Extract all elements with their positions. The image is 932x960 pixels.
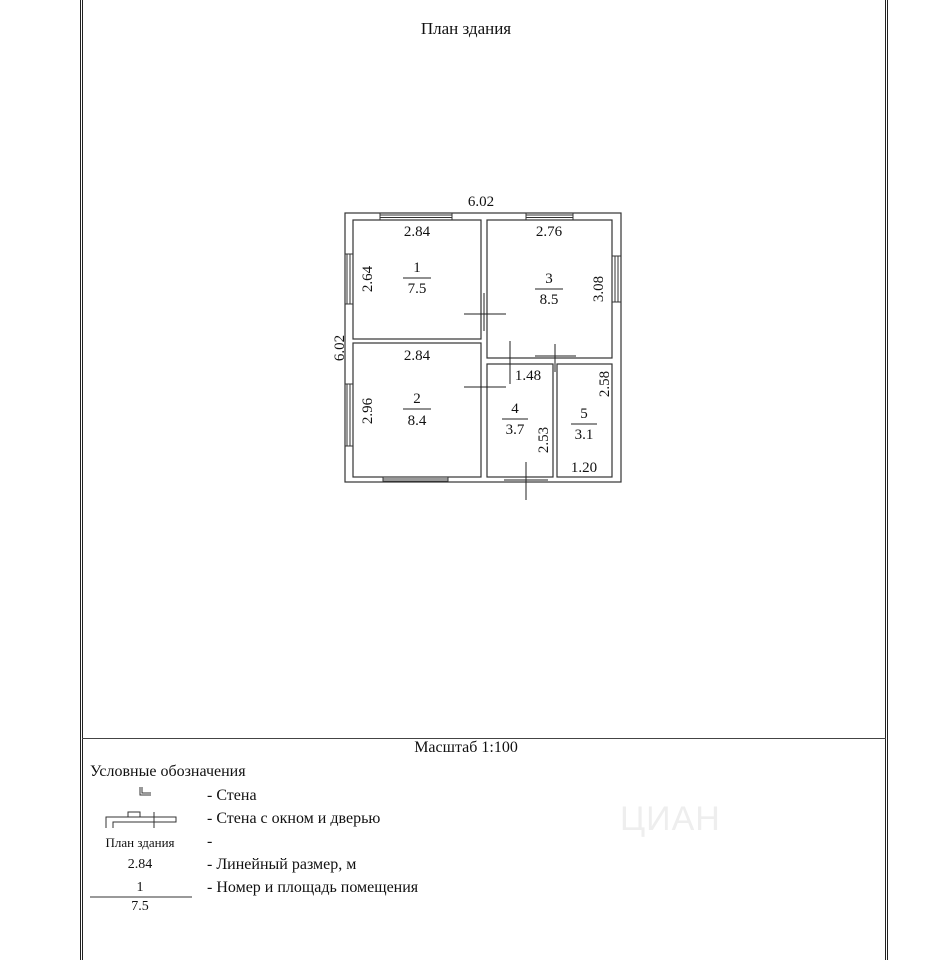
legend-item-wall: - Стена	[207, 787, 257, 804]
plan-title: План здания	[420, 19, 512, 38]
room-1-area: 7.5	[407, 281, 427, 297]
room-2-width: 2.84	[403, 348, 431, 364]
room-2-area: 8.4	[407, 413, 427, 429]
room-3-number: 3	[545, 271, 553, 287]
room-3-width: 2.76	[535, 224, 563, 240]
room-4-width: 1.48	[514, 368, 542, 384]
legend-item-room: - Номер и площадь помещения	[207, 879, 419, 896]
overall-height: 6.02	[332, 334, 348, 362]
legend-item-plan: -	[207, 833, 213, 850]
window-left-upper	[345, 254, 353, 304]
window-right	[612, 256, 621, 302]
room-2-number: 2	[413, 391, 421, 407]
legend-title: Условные обозначения	[90, 763, 246, 780]
window-top-right	[526, 213, 573, 220]
legend-item-dimension: - Линейный размер, м	[207, 856, 357, 873]
scale-label: Масштаб 1:100	[414, 739, 518, 756]
room-5-height: 2.58	[597, 370, 613, 398]
room-3-height: 3.08	[591, 275, 607, 303]
window-bottom	[383, 477, 448, 482]
room-3-area: 8.5	[539, 292, 559, 308]
legend-symbol-dimension: 2.84	[127, 857, 153, 872]
legend-symbol-plan-caption: План здания	[105, 835, 175, 850]
legend-symbol-room-area: 7.5	[131, 899, 149, 914]
legend-symbol-room-number: 1	[136, 880, 144, 895]
room-1-height: 2.64	[360, 265, 376, 293]
room-4-number: 4	[511, 401, 519, 417]
legend-item-wall-window-door: - Стена с окном и дверью	[207, 810, 381, 827]
room-5-number: 5	[580, 406, 588, 422]
room-1-width: 2.84	[403, 224, 431, 240]
room-4-area: 3.7	[505, 422, 525, 438]
window-left-lower	[345, 384, 353, 446]
room-5-area: 3.1	[574, 427, 594, 443]
room-2-height: 2.96	[360, 397, 376, 425]
overall-width: 6.02	[467, 194, 495, 210]
room-1-number: 1	[413, 260, 421, 276]
room-5-width: 1.20	[570, 460, 598, 476]
window-top-left	[380, 213, 452, 220]
room-4-height: 2.53	[536, 426, 552, 454]
watermark-logo: ЦИАН	[620, 800, 721, 838]
